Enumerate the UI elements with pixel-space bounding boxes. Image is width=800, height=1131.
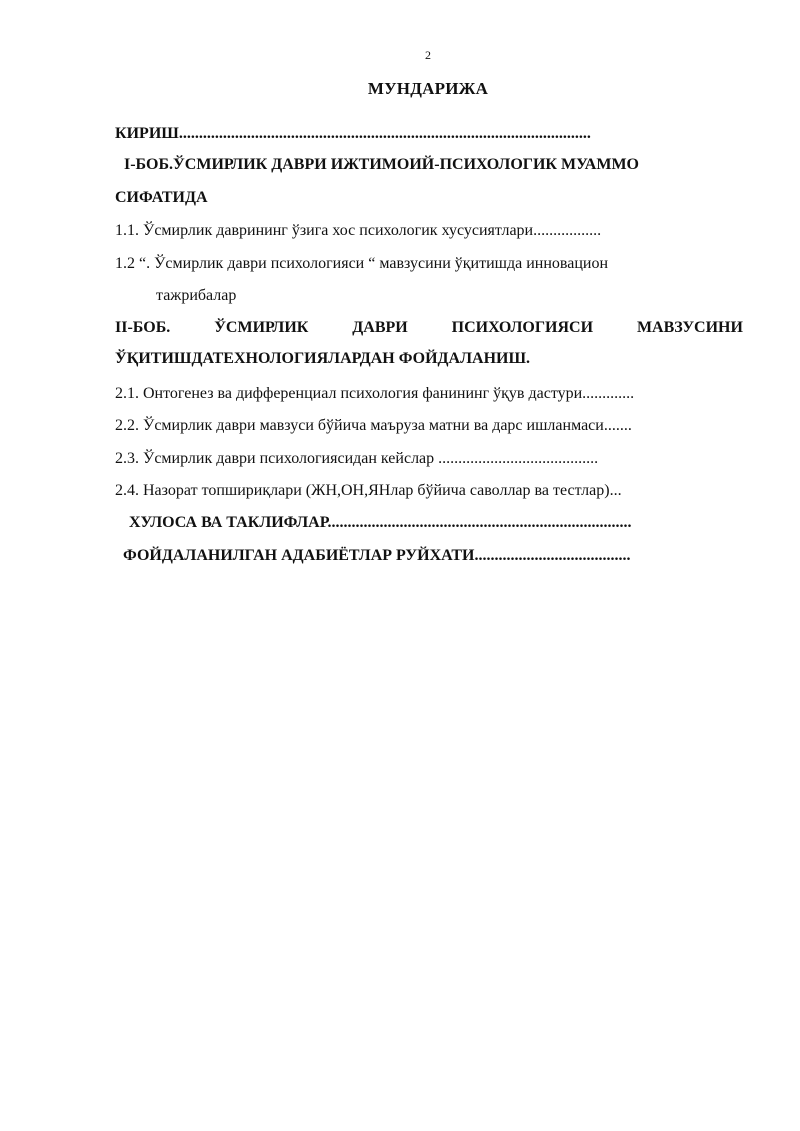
toc-chapter2-title — [115, 318, 743, 338]
toc-chapter2-title-cont: ЎҚИТИШДАТЕХНОЛОГИЯЛАРДАН ФОЙДАЛАНИШ. — [115, 350, 531, 367]
toc-entry-2-1: 2.1. Онтогенез ва дифференциал психология фанининг ўқув дастури............. — [115, 385, 635, 402]
toc-chapter2-word: II-БОБ. — [115, 319, 171, 336]
page-number: 2 — [425, 48, 431, 62]
toc-entry-1-2-cont: тажрибалар — [156, 287, 237, 304]
toc-entry-1-1: 1.1. Ўсмирлик даврининг ўзига хос психологик хусусиятлари................. — [115, 222, 602, 239]
toc-entry-intro: КИРИШ....................................................................................................... — [115, 125, 591, 142]
toc-chapter2-word: ПСИХОЛОГИЯСИ — [451, 319, 594, 336]
toc-entry-2-3: 2.3. Ўсмирлик даври психологиясидан кейслар ........................................ — [115, 450, 599, 467]
toc-chapter2-word: ДАВРИ — [352, 319, 408, 336]
toc-chapter2-word: МАВЗУСИНИ — [636, 319, 743, 336]
toc-entry-1-2: 1.2 “. Ўсмирлик даври психологияси “ мавзусини ўқитишда инновацион — [115, 255, 609, 272]
toc-chapter1-title: I-БОБ.ЎСМИРЛИК ДАВРИ ИЖТИМОИЙ-ПСИХОЛОГИК МУАММО — [124, 156, 639, 173]
toc-entry-2-4: 2.4. Назорат топшириқлари (ЖН,ОН,ЯНлар бўйича саволлар ва тестлар)... — [115, 482, 622, 499]
toc-entry-references: ФОЙДАЛАНИЛГАН АДАБИЁТЛАР РУЙХАТИ....................................... — [123, 547, 631, 564]
toc-entry-2-2: 2.2. Ўсмирлик даври мавзуси бўйича маъруза матни ва дарс ишланмаси....... — [115, 417, 632, 434]
toc-entry-conclusion: ХУЛОСА ВА ТАКЛИФЛАР............................................................................ — [129, 514, 632, 531]
toc-chapter1-title-cont: СИФАТИДА — [115, 189, 208, 206]
toc-title: МУНДАРИЖА — [367, 79, 489, 98]
toc-chapter2-word: ЎСМИРЛИК — [214, 319, 309, 336]
